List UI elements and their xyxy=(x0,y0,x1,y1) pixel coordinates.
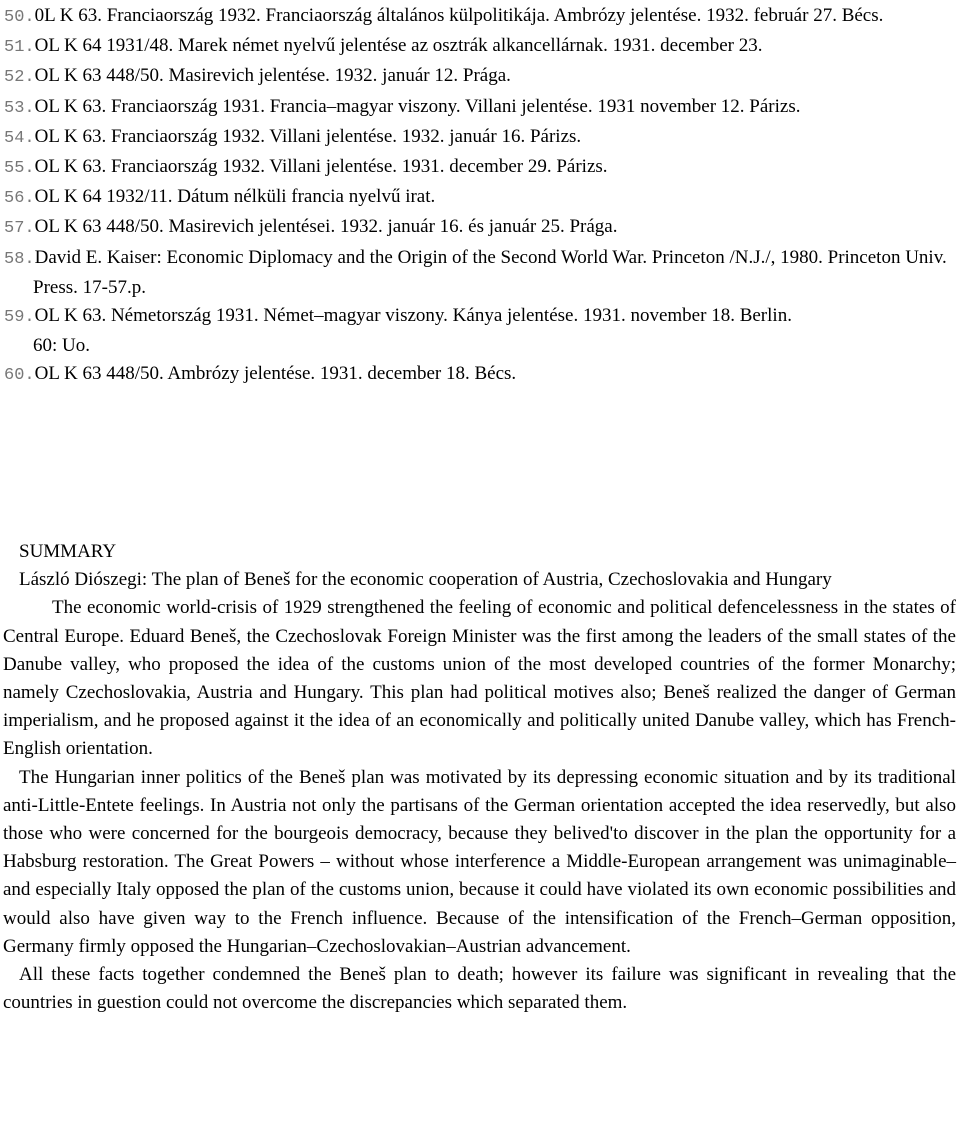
footnote-60-uo xyxy=(4,332,956,360)
footnote-51 xyxy=(4,32,956,62)
footnote-text: 0L K 63. Franciaország 1932. Franciaország általános külpolitikája. Ambrózy jelentése. 1932. február 27. Bécs. xyxy=(34,5,884,26)
footnote-text: OL K 63. Franciaország 1931. Francia–magyar viszony. Villani jelentése. 1931 november 12. Párizs. xyxy=(34,95,801,117)
summary-paragraph: The Hungarian inner politics of the Beneš plan was motivated by its depressing economic situation and by its traditional anti-Little-Entete feelings. In Austria not only the partisans of the German orientation accepted the idea reservedly, but also those who were concerned for the bourgeois democracy, because they belived'to discover in the plan the opportunity for a Habsburg restoration. The Great Powers – without whose interference a Middle-European arrangement was unimaginable– and especially Italy opposed the plan of the customs union, because it could have violated its own economic possibilities and would also have given way to the French influence. Because of the intensification of the French–German opposition, Germany firmly opposed the Hungarian–Czechoslovakian–Austrian advancement. xyxy=(3,766,956,957)
footnote-text: OL K 63. Franciaország 1932. Villani jelentése. 1931. december 29. Párizs. xyxy=(34,156,608,178)
footnote-text: OL K 63 448/50. Masirevich jelentései. 1932. január 16. és január 25. Prága. xyxy=(34,216,618,238)
footnote-59 xyxy=(4,302,956,332)
footnote-60 xyxy=(4,360,956,390)
footnote-number: 52. xyxy=(4,68,35,88)
footnote-number: 59. xyxy=(4,308,35,328)
footnote-50 xyxy=(4,2,956,32)
footnote-number: 57. xyxy=(4,219,35,239)
footnote-54 xyxy=(4,123,956,153)
footnote-text: OL K 64 1932/11. Dátum nélküli francia nyelvű irat. xyxy=(34,186,436,208)
footnotes-list xyxy=(4,2,956,391)
footnote-number: 53. xyxy=(4,98,35,118)
footnote-58 xyxy=(4,244,956,302)
summary-section xyxy=(3,538,956,1017)
footnote-text: David E. Kaiser: Economic Diplomacy and the Origin of the Second World War. Princeton /N.J./, 1980. Princeton Univ. Press. 17-57.p. xyxy=(33,246,947,298)
footnote-number: 56. xyxy=(4,189,35,209)
footnote-number: 55. xyxy=(4,159,35,179)
footnote-57 xyxy=(4,213,956,243)
summary-paragraph: The economic world-crisis of 1929 strengthened the feeling of economic and political defencelessness in the states of Central Europe. Eduard Beneš, the Czechoslovak Foreign Minister was the first among the leaders of the small states of the Danube valley, who proposed the idea of the customs union of the most developed countries of the former Monarchy; namely Czechoslovakia, Austria and Hungary. This plan had political motives also; Beneš realized the danger of German imperialism, and he proposed against it the idea of an economically and politically united Danube valley, which has French-English orientation. xyxy=(3,597,956,760)
footnote-number: 50. xyxy=(4,8,35,27)
summary-paragraph: All these facts together condemned the Beneš plan to death; however its failure was significant in revealing that the countries in guestion could not overcome the discrepancies which separated them. xyxy=(3,964,956,1014)
footnote-52 xyxy=(4,62,956,92)
footnote-text: OL K 63 448/50. Masirevich jelentése. 1932. január 12. Prága. xyxy=(34,65,511,87)
footnote-text: OL K 64 1931/48. Marek német nyelvű jelentése az osztrák alkancellárnak. 1931. december 23. xyxy=(34,35,763,57)
footnote-53 xyxy=(4,93,956,123)
footnote-number: 51. xyxy=(4,38,35,58)
footnote-55 xyxy=(4,153,956,183)
footnote-number: 54. xyxy=(4,128,35,148)
summary-title: SUMMARY xyxy=(19,541,117,562)
footnote-text: OL K 63 448/50. Ambrózy jelentése. 1931. december 18. Bécs. xyxy=(34,363,517,385)
footnote-number: 60. xyxy=(4,366,35,386)
footnote-text: OL K 63. Németország 1931. Német–magyar viszony. Kánya jelentése. 1931. november 18. Berlin. xyxy=(34,305,792,327)
footnote-number: 58. xyxy=(4,249,35,269)
footnote-text: 60: Uo. xyxy=(33,335,90,357)
footnote-56 xyxy=(4,183,956,213)
footnote-text: OL K 63. Franciaország 1932. Villani jelentése. 1932. január 16. Párizs. xyxy=(34,125,582,147)
summary-author-line: László Diószegi: The plan of Beneš for the economic cooperation of Austria, Czechoslovakia and Hungary xyxy=(19,569,832,591)
